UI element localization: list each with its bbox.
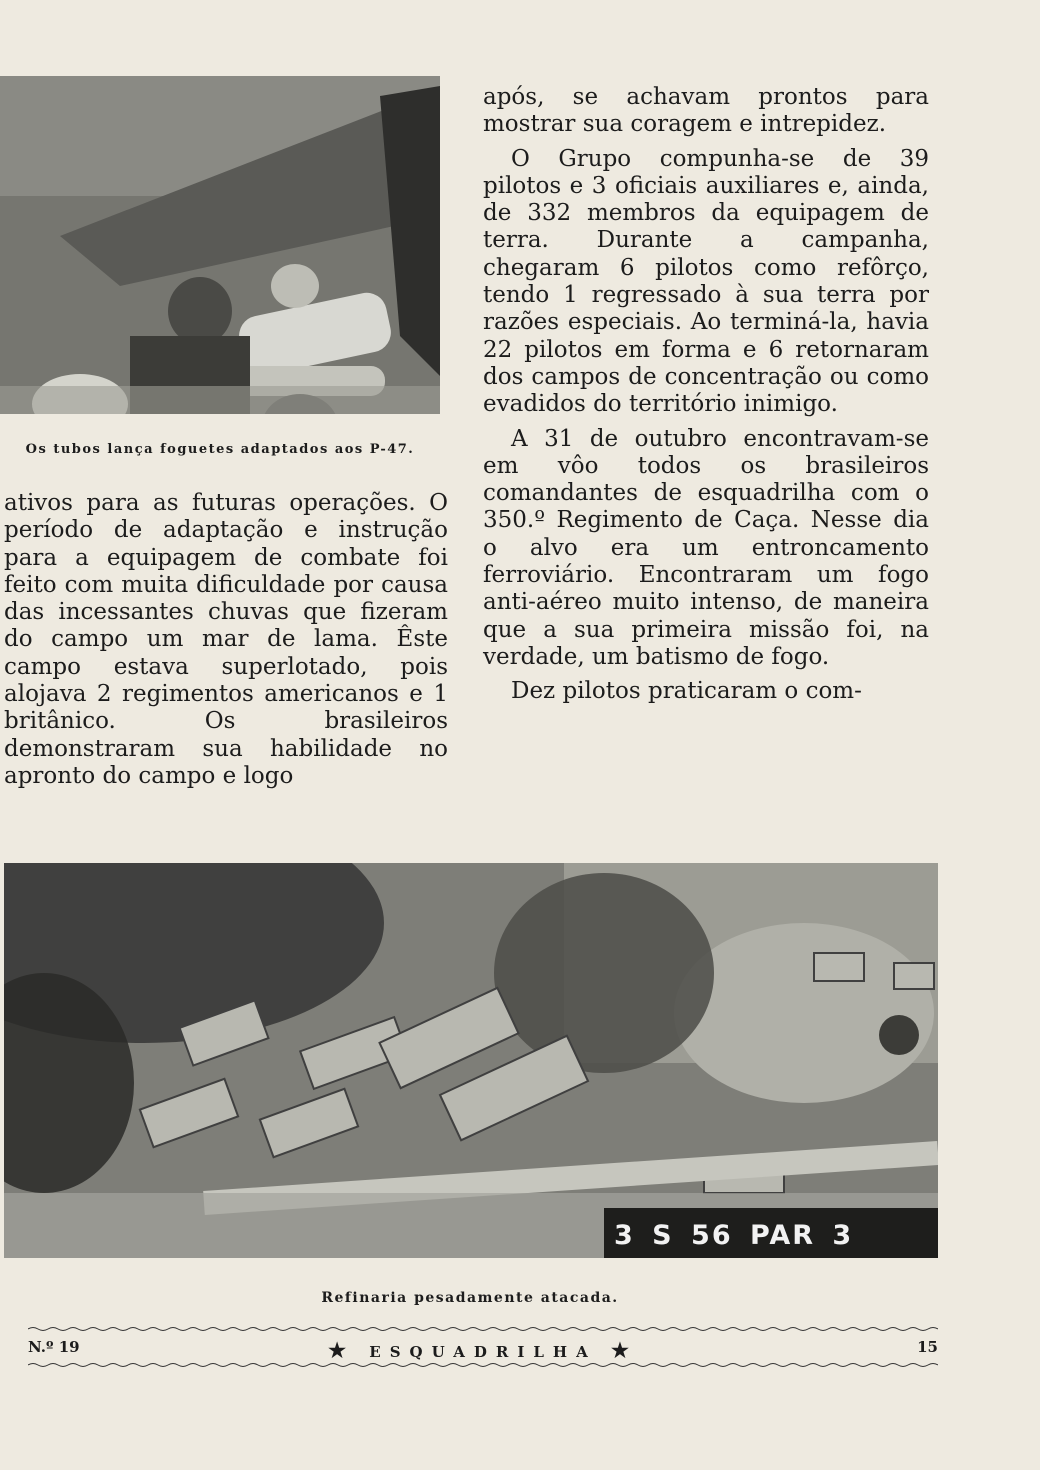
left-paragraph: ativos para as futuras operações. O período de adaptação e instrução para a equipagem de combate foi feito com muita dificuldade por causa das incessantes chuvas que fizeram do campo um mar de lama. Êste campo estava superlotado, pois alojava 2 regimentos americanos e 1 britânico. Os brasileiros demonstraram sua habilidade no apronto do campo e logo [4,490,448,789]
wavy-rule-bottom [28,1362,938,1368]
left-text-column [4,490,448,790]
top-figure-caption: Os tubos lança foguetes adaptados aos P-47. [25,442,415,457]
right-paragraph-2: O Grupo compunha-se de 39 pilotos e 3 oficiais auxiliares e, ainda, de 332 membros da equipagem de terra. Durante a campanha, chegaram 6 pilotos como refôrço, tendo 1 regressado à sua terra por razões especiais. Ao terminá-la, havia 22 pilotos em forma e 6 retornaram dos campos de concentração ou como evadidos do território inimigo. [483,145,929,418]
magazine-title: ESQUADRILHA [369,1343,597,1361]
right-text-column [483,84,929,706]
right-paragraph-1: após, se achavam prontos para mostrar sua coragem e intrepidez. [483,84,929,138]
right-paragraph-3: A 31 de outubro encontravam-se em vôo todos os brasileiros comandantes de esquadrilha com o 350.º Regimento de Caça. Nesse dia o alvo era um entroncamento ferroviário. Encontraram um fogo anti-aéreo muito intenso, de maneira que a sua primeira missão foi, na verdade, um batismo de fogo. [483,425,929,670]
page-number: 15 [917,1338,938,1356]
bottom-figure-caption: Refinaria pesadamente atacada. [321,1290,619,1306]
star-icon: ★ [328,1338,356,1362]
star-icon: ★ [610,1338,638,1362]
issue-number: N.º 19 [28,1338,80,1356]
page-footer [28,1338,938,1360]
photo-reference-stamp: 3 S 56 PAR 3 [614,1220,854,1251]
refinery-aerial-photo [4,863,938,1258]
magazine-title-line [28,1338,938,1362]
wavy-rule-top [28,1326,938,1332]
right-paragraph-4: Dez pilotos praticaram o com- [511,678,862,705]
rocket-tubes-photo [0,76,440,414]
